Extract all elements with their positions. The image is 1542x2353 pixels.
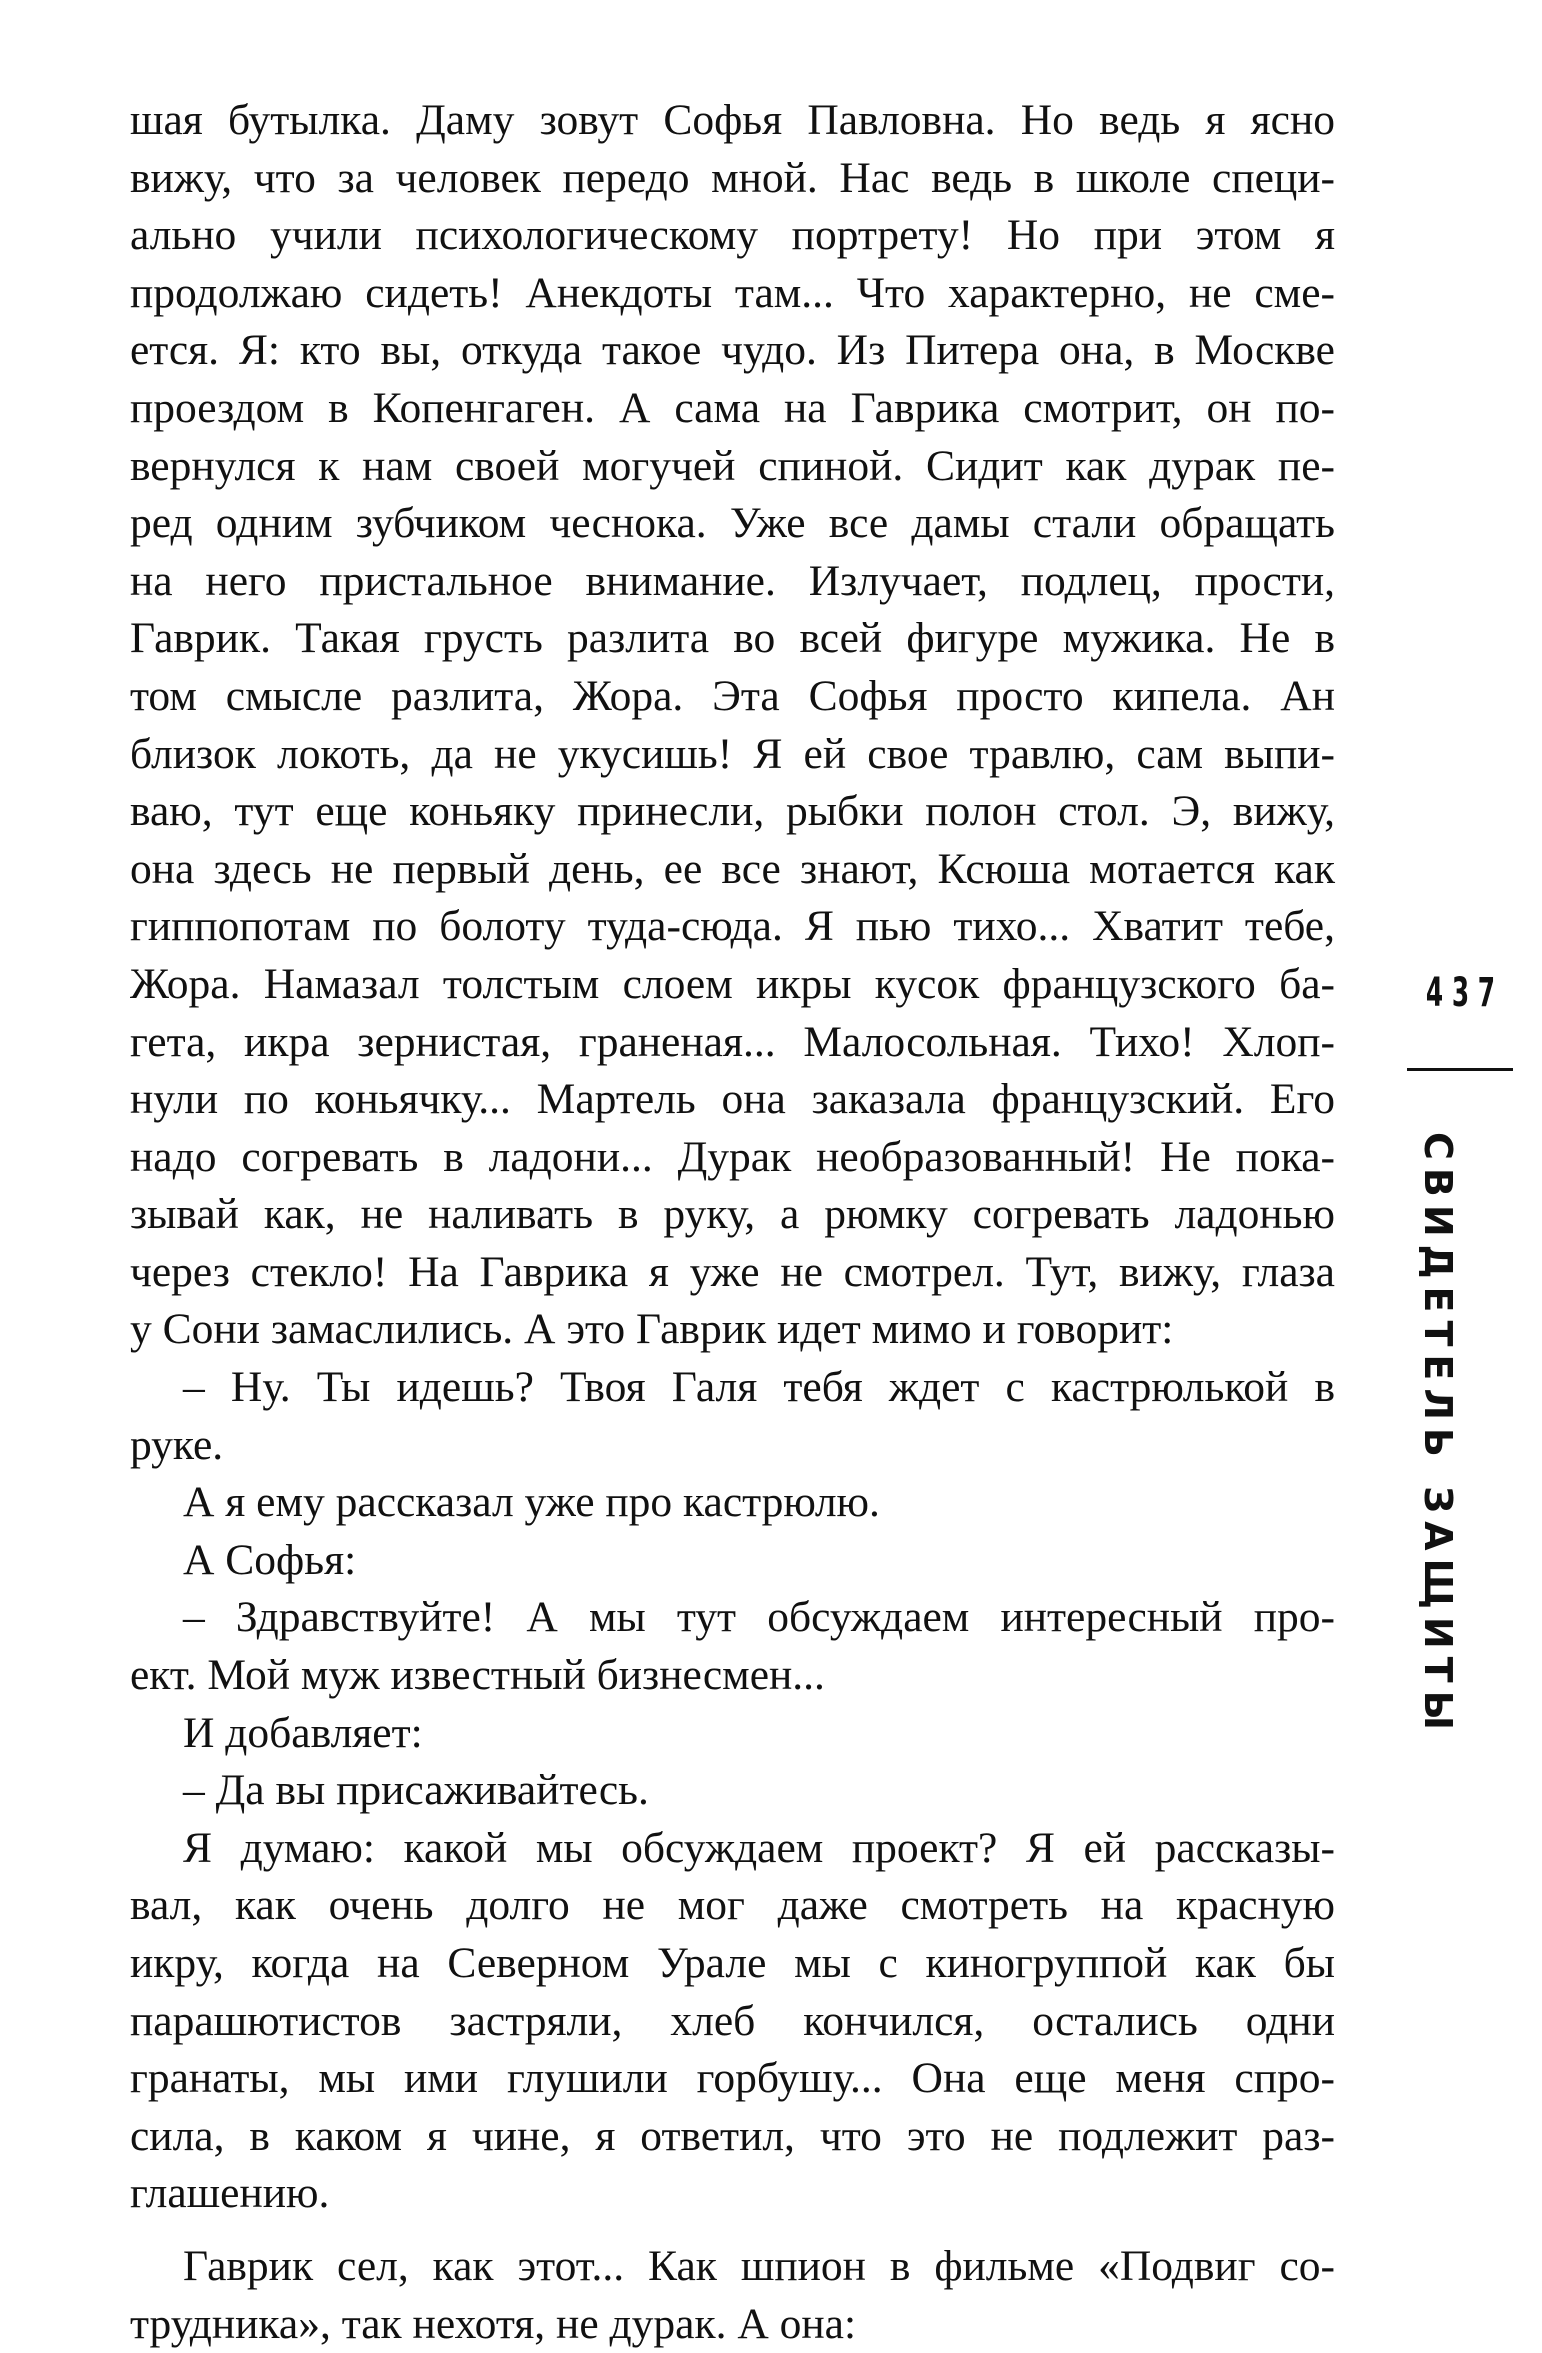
text-line: А Софья:: [183, 1535, 357, 1584]
text-line: Я думаю: какой мы обсуждаем проект? Я ей рассказы-: [183, 1823, 1335, 1872]
text-line: гранаты, мы ими глушили горбушу... Она еще меня спро-: [130, 2054, 1335, 2103]
text-line: Гаврик. Такая грусть разлита во всей фигуре мужика. Не в: [130, 614, 1335, 663]
text-line: проездом в Копенгаген. А сама на Гаврика смотрит, он по-: [130, 383, 1335, 432]
page-number: 437: [1425, 970, 1504, 1016]
text-line: ально учили психологическому портрету! Но при этом я: [130, 211, 1335, 260]
text-line: гета, икра зернистая, граненая... Малосольная. Тихо! Хлоп-: [130, 1017, 1335, 1066]
text-line: том смысле разлита, Жора. Эта Софья просто кипела. Ан: [130, 671, 1335, 720]
text-line: – Ну. Ты идешь? Твоя Галя тебя ждет с кастрюлькой в: [183, 1363, 1335, 1412]
text-line: – Здравствуйте! А мы тут обсуждаем интересный про-: [183, 1593, 1335, 1642]
text-line: продолжаю сидеть! Анекдоты там... Что характерно, не сме-: [130, 268, 1335, 317]
text-line: вижу, что за человек передо мной. Нас ведь в школе специ-: [130, 153, 1335, 202]
text-line: у Сони замаслились. А это Гаврик идет мимо и говорит:: [130, 1305, 1174, 1354]
margin-rule: [1407, 1068, 1513, 1071]
text-line: ваю, тут еще коньяку принесли, рыбки полон стол. Э, вижу,: [130, 787, 1335, 836]
text-line: нули по коньячку... Мартель она заказала французский. Его: [130, 1075, 1335, 1124]
text-line: она здесь не первый день, ее все знают, Ксюша мотается как: [130, 844, 1335, 893]
text-line: вернулся к нам своей могучей спиной. Сидит как дурак пе-: [130, 441, 1335, 490]
text-line: зывай как, не наливать в руку, а рюмку согревать ладонью: [130, 1190, 1335, 1239]
text-line: глашению.: [130, 2169, 330, 2218]
text-line: трудника», так нехотя, не дурак. А она:: [130, 2299, 857, 2348]
text-line: А я ему рассказал уже про кастрюлю.: [183, 1478, 880, 1527]
text-line: Жора. Намазал толстым слоем икры кусок французского ба-: [130, 959, 1335, 1008]
text-line: парашютистов застряли, хлеб кончился, остались одни: [130, 1996, 1335, 2045]
text-line: руке.: [130, 1420, 224, 1469]
running-head: СВИДЕТЕЛЬ ЗАЩИТЫ: [1416, 1132, 1460, 1738]
text-line: надо согревать в ладони... Дурак необразованный! Не пока-: [130, 1132, 1335, 1181]
text-line: ется. Я: кто вы, откуда такое чудо. Из Питера она, в Москве: [130, 326, 1335, 375]
text-line: сила, в каком я чине, я ответил, что это не подлежит раз-: [130, 2111, 1335, 2160]
text-line: близок локоть, да не укусишь! Я ей свое травлю, сам выпи-: [130, 729, 1335, 778]
text-line: через стекло! На Гаврика я уже не смотрел. Тут, вижу, глаза: [130, 1247, 1335, 1296]
text-line: икру, когда на Северном Урале мы с киногруппой как бы: [130, 1939, 1335, 1987]
text-line: вал, как очень долго не мог даже смотреть на красную: [130, 1881, 1335, 1930]
text-line: И добавляет:: [183, 1708, 423, 1757]
body-text: [130, 92, 1335, 2353]
text-line: – Да вы присаживайтесь.: [183, 1766, 649, 1815]
text-line: на него пристальное внимание. Излучает, подлец, прости,: [130, 556, 1335, 605]
text-line: гиппопотам по болоту туда-сюда. Я пью тихо... Хватит тебе,: [130, 902, 1335, 951]
text-line: Гаврик сел, как этот... Как шпион в фильме «Подвиг со-: [183, 2241, 1335, 2290]
text-line: ект. Мой муж известный бизнесмен...: [130, 1651, 825, 1700]
text-line: ред одним зубчиком чеснока. Уже все дамы стали обращать: [130, 499, 1335, 548]
text-line: шая бутылка. Даму зовут Софья Павловна. Но ведь я ясно: [130, 96, 1335, 144]
